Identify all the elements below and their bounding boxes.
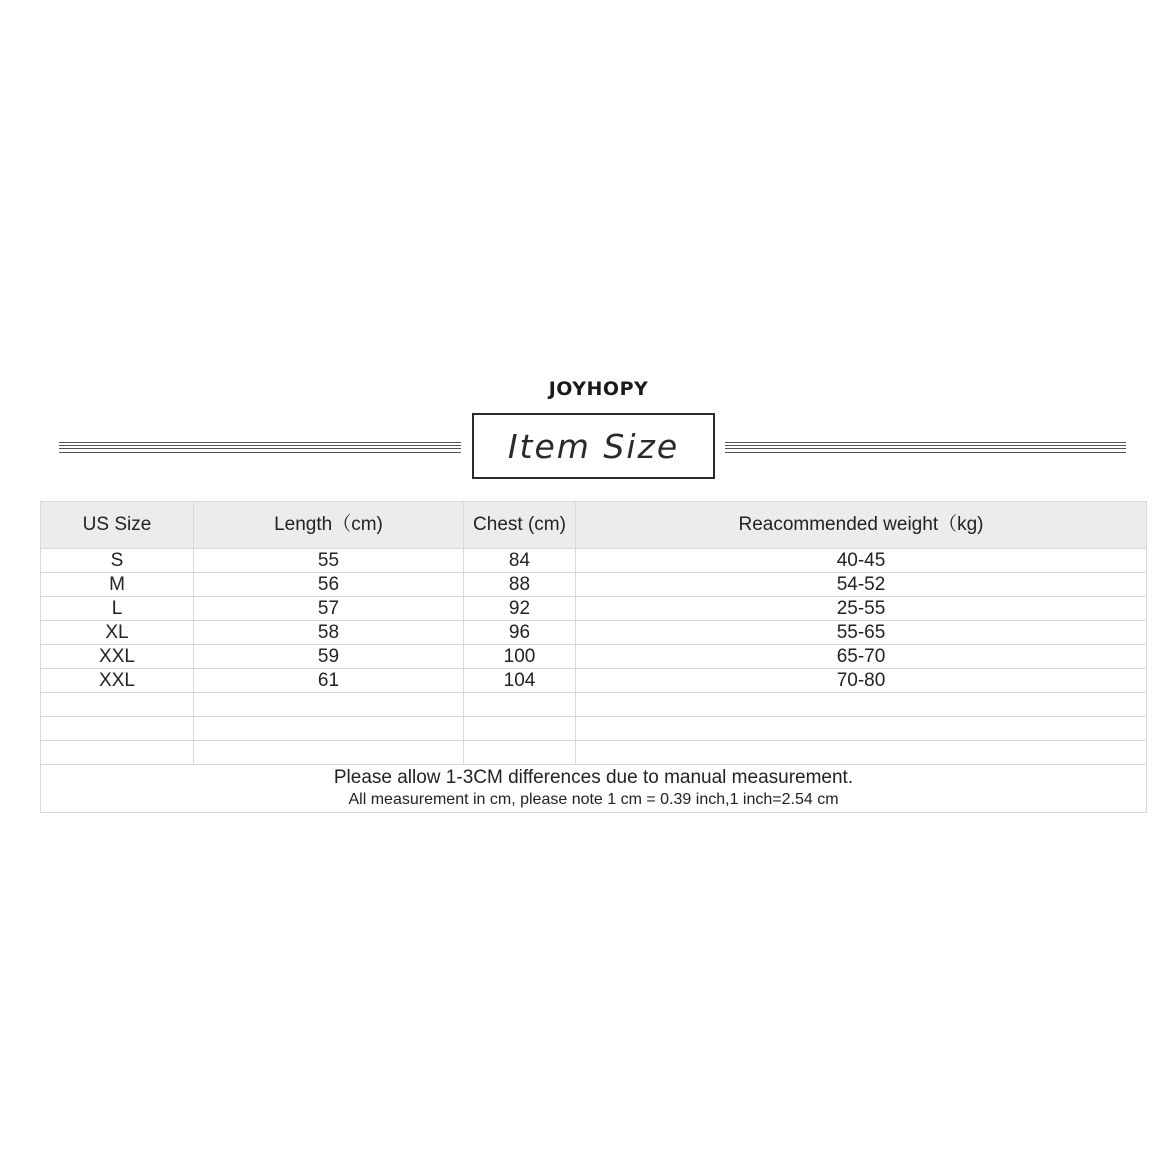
cell-length [194,717,464,741]
table-note-row [41,765,1147,813]
header-us-size: US Size [41,502,194,549]
cell-size: L [41,597,194,621]
cell-size: M [41,573,194,597]
cell-length: 59 [194,645,464,669]
cell-chest: 84 [464,549,576,573]
unit-conversion-note: All measurement in cm, please note 1 cm = 0.39 inch,1 inch=2.54 cm [348,791,839,808]
cell-weight: 54-52 [576,573,1147,597]
measurement-note: Please allow 1-3CM differences due to manual measurement. [333,767,854,788]
size-chart-table [40,501,1147,813]
cell-chest: 92 [464,597,576,621]
cell-weight: 55-65 [576,621,1147,645]
cell-chest: 104 [464,669,576,693]
table-row [41,621,1147,645]
cell-length: 61 [194,669,464,693]
cell-size: XXL [41,669,194,693]
cell-length [194,693,464,717]
cell-size: XL [41,621,194,645]
cell-weight: 40-45 [576,549,1147,573]
table-row-empty [41,693,1147,717]
brand-logo-text: JOYHOPY [548,378,649,400]
table-header-row [41,502,1147,549]
cell-weight: 65-70 [576,645,1147,669]
header-length: Length（cm) [194,502,464,549]
cell-length: 57 [194,597,464,621]
section-title: Item Size [507,426,680,466]
cell-chest: 96 [464,621,576,645]
cell-weight: 25-55 [576,597,1147,621]
cell-length: 56 [194,573,464,597]
header-weight: Reacommended weight（kg) [576,502,1147,549]
cell-length: 58 [194,621,464,645]
table-row [41,549,1147,573]
measurement-note-cell [41,765,1147,813]
cell-weight [576,741,1147,765]
cell-chest [464,717,576,741]
cell-size [41,741,194,765]
cell-chest: 88 [464,573,576,597]
cell-length [194,741,464,765]
cell-chest [464,741,576,765]
header-chest: Chest (cm) [464,502,576,549]
table-row [41,645,1147,669]
decorative-rule-left [59,442,461,453]
cell-size: S [41,549,194,573]
table-row-empty [41,717,1147,741]
cell-size [41,693,194,717]
decorative-rule-right [725,442,1126,453]
cell-weight [576,693,1147,717]
cell-weight: 70-80 [576,669,1147,693]
cell-chest: 100 [464,645,576,669]
table-row [41,669,1147,693]
cell-chest [464,693,576,717]
cell-size [41,717,194,741]
cell-size: XXL [41,645,194,669]
title-box [472,413,715,479]
cell-weight [576,717,1147,741]
table-row [41,573,1147,597]
table-row [41,597,1147,621]
cell-length: 55 [194,549,464,573]
table-row-empty [41,741,1147,765]
